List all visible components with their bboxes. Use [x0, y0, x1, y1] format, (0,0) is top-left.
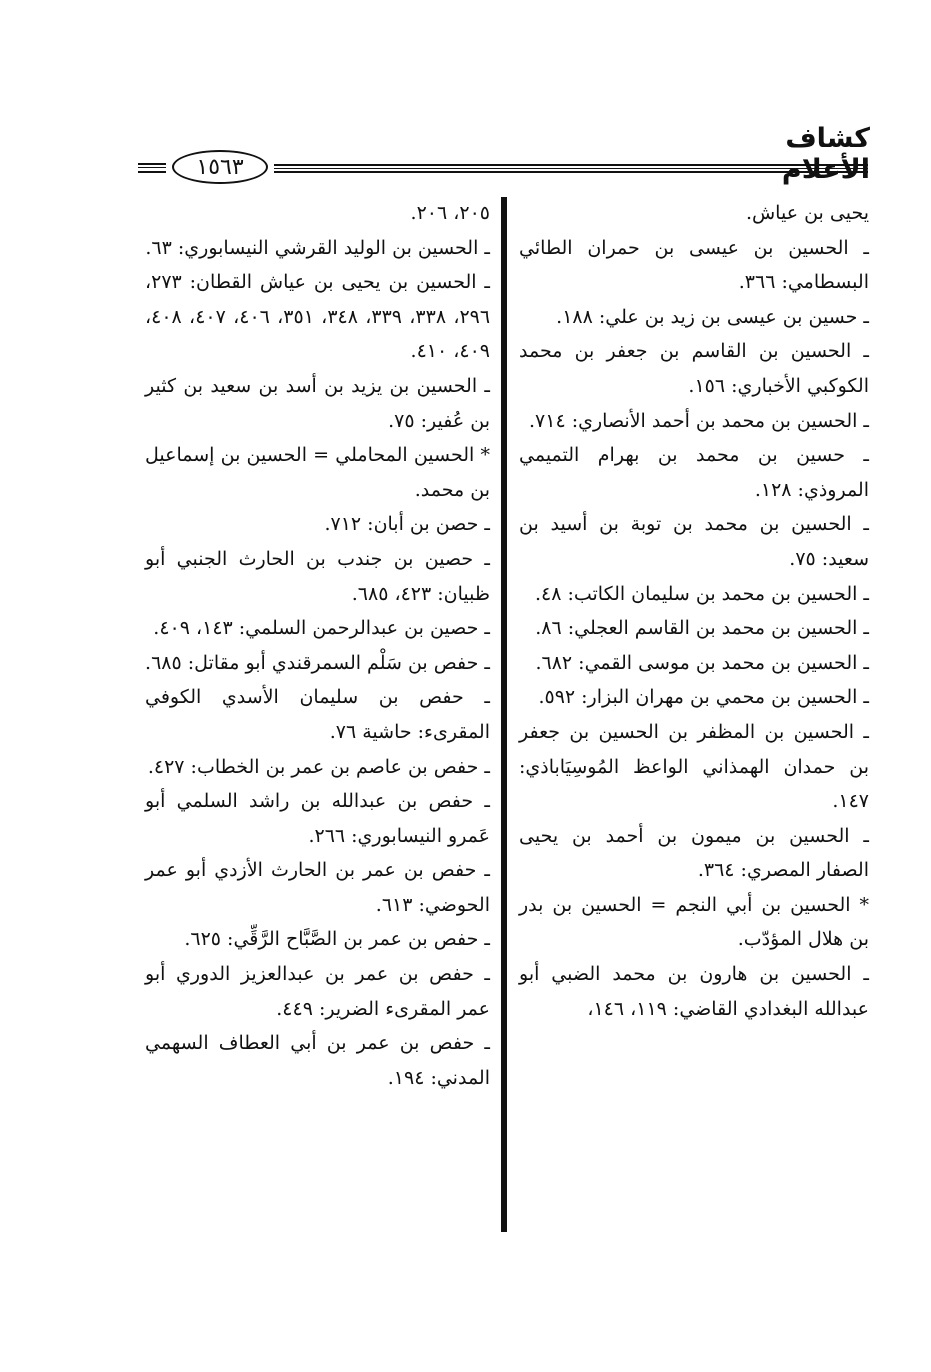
index-entry: ـ حفص بن عمر بن الصَّبَّاح الرَّقِّي: ٦٢٥. — [184, 928, 490, 951]
index-entry: ـ حسين بن عيسى بن زيد بن علي: ١٨٨. — [556, 305, 869, 328]
index-entry: ـ حفص بن عبدالله بن راشد السلمي أبو عَمرو النيسابوري: ٢٦٦. — [145, 790, 490, 847]
index-entry: ـ الحسين بن محمد بن أحمد الأنصاري: ٧١٤. — [529, 409, 869, 432]
index-entry: ـ الحسين بن محمي بن مهران البزار: ٥٩٢. — [538, 686, 869, 709]
index-entry: ٢٠٥، ٢٠٦. — [410, 202, 490, 224]
index-entry: ـ حفص بن عمر بن عبدالعزيز الدوري أبو عمر المقرىء الضرير: ٤٤٩. — [145, 963, 490, 1020]
index-entry: ـ الحسين بن ميمون بن أحمد بن يحيى الصفار المصري: ٣٦٤. — [519, 824, 869, 882]
header-rule — [274, 164, 868, 173]
index-entry: ـ الحسين بن محمد بن القاسم العجلي: ٨٦. — [535, 617, 869, 640]
index-entry: ـ الحسين بن يزيد بن أسد بن سعيد بن كثير بن عُفير: ٧٥. — [145, 374, 490, 432]
index-entry: ـ حسين بن محمد بن بهرام التميمي المروذي: ١٢٨. — [519, 444, 869, 501]
index-entry: ـ حفص بن سَلْم السمرقندي أبو مقاتل: ٦٨٥. — [145, 651, 490, 674]
index-entry: ـ الحسين بن المظفر بن الحسين بن جعفر بن حمدان الهمذاني الواعظ المُوسِيَاباذي: ١٤٧. — [519, 720, 869, 813]
index-entry: ـ الحسين بن محمد بن توبة بن أسيد بن سعيد: ٧٥. — [519, 513, 869, 570]
index-entry: * الحسين بن أبي النجم = الحسين بن بدر بن هلال المؤدّب. — [519, 893, 869, 951]
index-entry: ـ الحسين بن القاسم بن جعفر بن محمد الكوكبي الأخباري: ١٥٦. — [519, 340, 869, 397]
index-entry: ـ الحسين بن عيسى بن حمران الطائي البسطامي: ٣٦٦. — [519, 236, 869, 294]
index-entry: ـ الحسين بن الوليد القرشي النيسابوري: ٦٣. — [145, 236, 490, 259]
index-entry: يحيى بن عياش. — [745, 202, 869, 224]
index-entry: ـ الحسين بن هارون بن محمد الضبي أبو عبدالله البغدادي القاضي: ١١٩، ١٤٦، — [519, 963, 869, 1020]
index-entry: ـ الحسين بن محمد بن سليمان الكاتب: ٤٨. — [534, 582, 869, 605]
running-title: كشاف الأعلام — [781, 123, 870, 185]
index-entry: ـ حصن بن أبان: ٧١٢. — [324, 513, 490, 536]
index-entry: ـ حفص بن عمر بن أبي العطاف السهمي المدني: ١٩٤. — [145, 1032, 490, 1089]
header-ornament — [138, 163, 166, 173]
index-entry: ـ حفص بن عمر بن الحارث الأزدي أبو عمر الحوضي: ٦١٣. — [145, 859, 490, 916]
index-entry: ـ الحسين بن يحيى بن عياش القطان: ٢٧٣، ٢٩٦، ٣٣٨، ٣٣٩، ٣٤٨، ٣٥١، ٤٠٦، ٤٠٧، ٤٠٨، ٤٠٩، ٤١٠. — [145, 271, 491, 363]
index-entry: ـ حفص بن عاصم بن عمر بن الخطاب: ٤٢٧. — [147, 755, 490, 778]
index-entry: * الحسين المحاملي = الحسين بن إسماعيل بن محمد. — [145, 444, 490, 501]
index-entry: ـ حفص بن سليمان الأسدي الكوفي المقرىء: حاشية ٧٦. — [145, 686, 490, 743]
index-column-left — [145, 196, 490, 1095]
index-entry: ـ الحسين بن محمد بن موسى القمي: ٦٨٢. — [535, 651, 869, 674]
index-entry: ـ حصين بن جندب بن الحارث الجنبي أبو ظبيان: ٤٢٣، ٦٨٥. — [145, 547, 490, 605]
column-divider — [501, 197, 507, 1232]
page-number: ١٥٦٣ — [172, 150, 268, 184]
index-entry: ـ حصين بن عبدالرحمن السلمي: ١٤٣، ٤٠٩. — [153, 617, 490, 640]
index-column-right — [519, 196, 869, 1026]
